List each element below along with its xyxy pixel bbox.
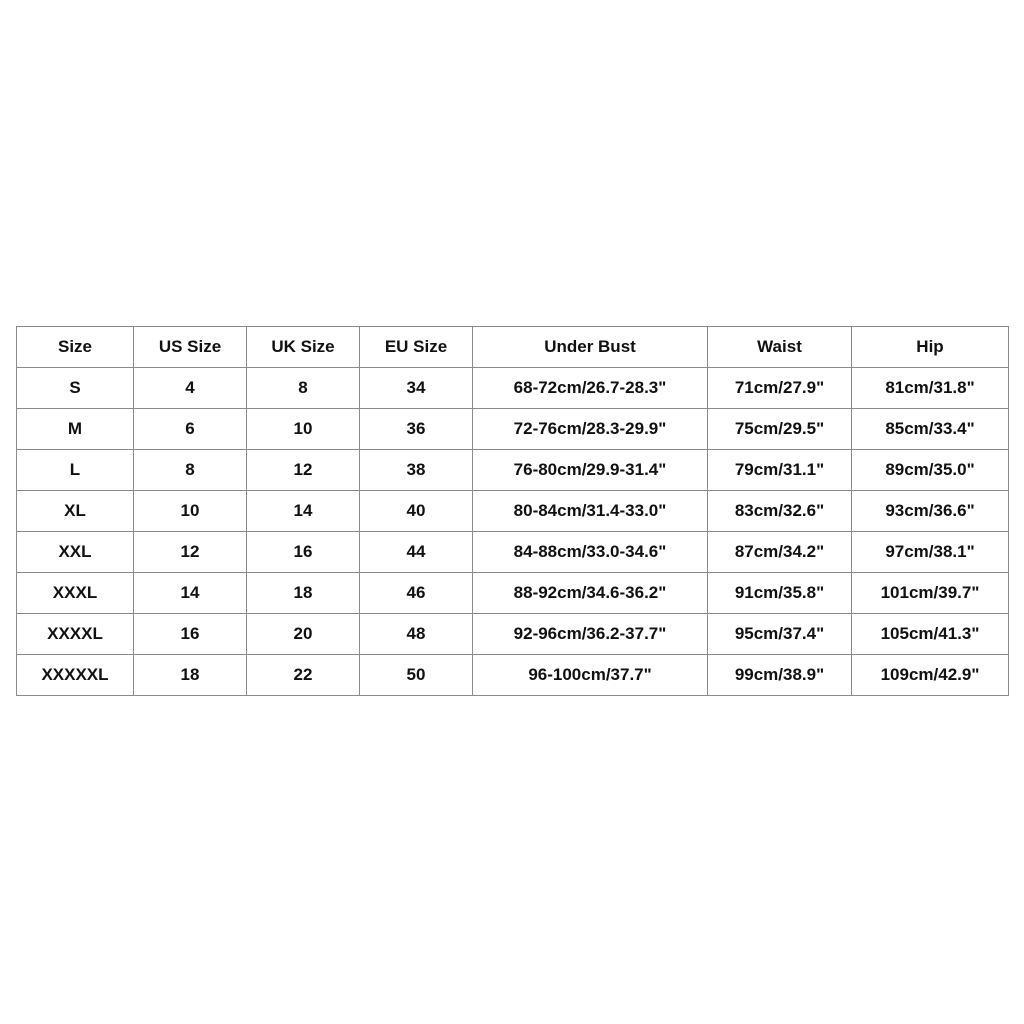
table-row [17,368,1009,409]
cell-under-bust: 72-76cm/28.3-29.9" [473,409,708,450]
cell-hip: 105cm/41.3" [852,614,1009,655]
cell-under-bust: 92-96cm/36.2-37.7" [473,614,708,655]
cell-us-size: 4 [134,368,247,409]
header-uk-size: UK Size [247,327,360,368]
cell-eu-size: 44 [360,532,473,573]
cell-eu-size: 50 [360,655,473,696]
cell-under-bust: 96-100cm/37.7" [473,655,708,696]
cell-waist: 75cm/29.5" [708,409,852,450]
cell-us-size: 6 [134,409,247,450]
cell-size: M [17,409,134,450]
cell-uk-size: 14 [247,491,360,532]
cell-us-size: 18 [134,655,247,696]
cell-waist: 99cm/38.9" [708,655,852,696]
cell-uk-size: 12 [247,450,360,491]
table-row [17,450,1009,491]
cell-uk-size: 8 [247,368,360,409]
header-us-size: US Size [134,327,247,368]
header-size: Size [17,327,134,368]
cell-waist: 95cm/37.4" [708,614,852,655]
table-row [17,573,1009,614]
cell-under-bust: 68-72cm/26.7-28.3" [473,368,708,409]
cell-us-size: 16 [134,614,247,655]
cell-waist: 71cm/27.9" [708,368,852,409]
cell-us-size: 14 [134,573,247,614]
table-row [17,532,1009,573]
header-eu-size: EU Size [360,327,473,368]
header-hip: Hip [852,327,1009,368]
table-row [17,409,1009,450]
cell-size: L [17,450,134,491]
cell-hip: 109cm/42.9" [852,655,1009,696]
cell-eu-size: 48 [360,614,473,655]
table-row [17,655,1009,696]
table-body [17,368,1009,696]
cell-under-bust: 76-80cm/29.9-31.4" [473,450,708,491]
cell-us-size: 8 [134,450,247,491]
cell-under-bust: 88-92cm/34.6-36.2" [473,573,708,614]
cell-size: XXXXL [17,614,134,655]
cell-uk-size: 22 [247,655,360,696]
cell-uk-size: 18 [247,573,360,614]
cell-eu-size: 38 [360,450,473,491]
cell-waist: 91cm/35.8" [708,573,852,614]
cell-eu-size: 40 [360,491,473,532]
cell-hip: 85cm/33.4" [852,409,1009,450]
header-under-bust: Under Bust [473,327,708,368]
cell-size: XL [17,491,134,532]
cell-hip: 81cm/31.8" [852,368,1009,409]
cell-hip: 89cm/35.0" [852,450,1009,491]
cell-hip: 93cm/36.6" [852,491,1009,532]
cell-us-size: 10 [134,491,247,532]
cell-uk-size: 10 [247,409,360,450]
cell-waist: 87cm/34.2" [708,532,852,573]
cell-hip: 97cm/38.1" [852,532,1009,573]
table-row [17,614,1009,655]
cell-waist: 83cm/32.6" [708,491,852,532]
cell-eu-size: 34 [360,368,473,409]
cell-size: XXL [17,532,134,573]
cell-under-bust: 84-88cm/33.0-34.6" [473,532,708,573]
cell-size: XXXL [17,573,134,614]
header-waist: Waist [708,327,852,368]
cell-eu-size: 46 [360,573,473,614]
cell-uk-size: 20 [247,614,360,655]
table-row [17,491,1009,532]
cell-under-bust: 80-84cm/31.4-33.0" [473,491,708,532]
cell-size: S [17,368,134,409]
header-row [17,327,1009,368]
cell-size: XXXXXL [17,655,134,696]
cell-eu-size: 36 [360,409,473,450]
cell-hip: 101cm/39.7" [852,573,1009,614]
cell-uk-size: 16 [247,532,360,573]
cell-waist: 79cm/31.1" [708,450,852,491]
cell-us-size: 12 [134,532,247,573]
size-chart-table [16,326,1009,696]
